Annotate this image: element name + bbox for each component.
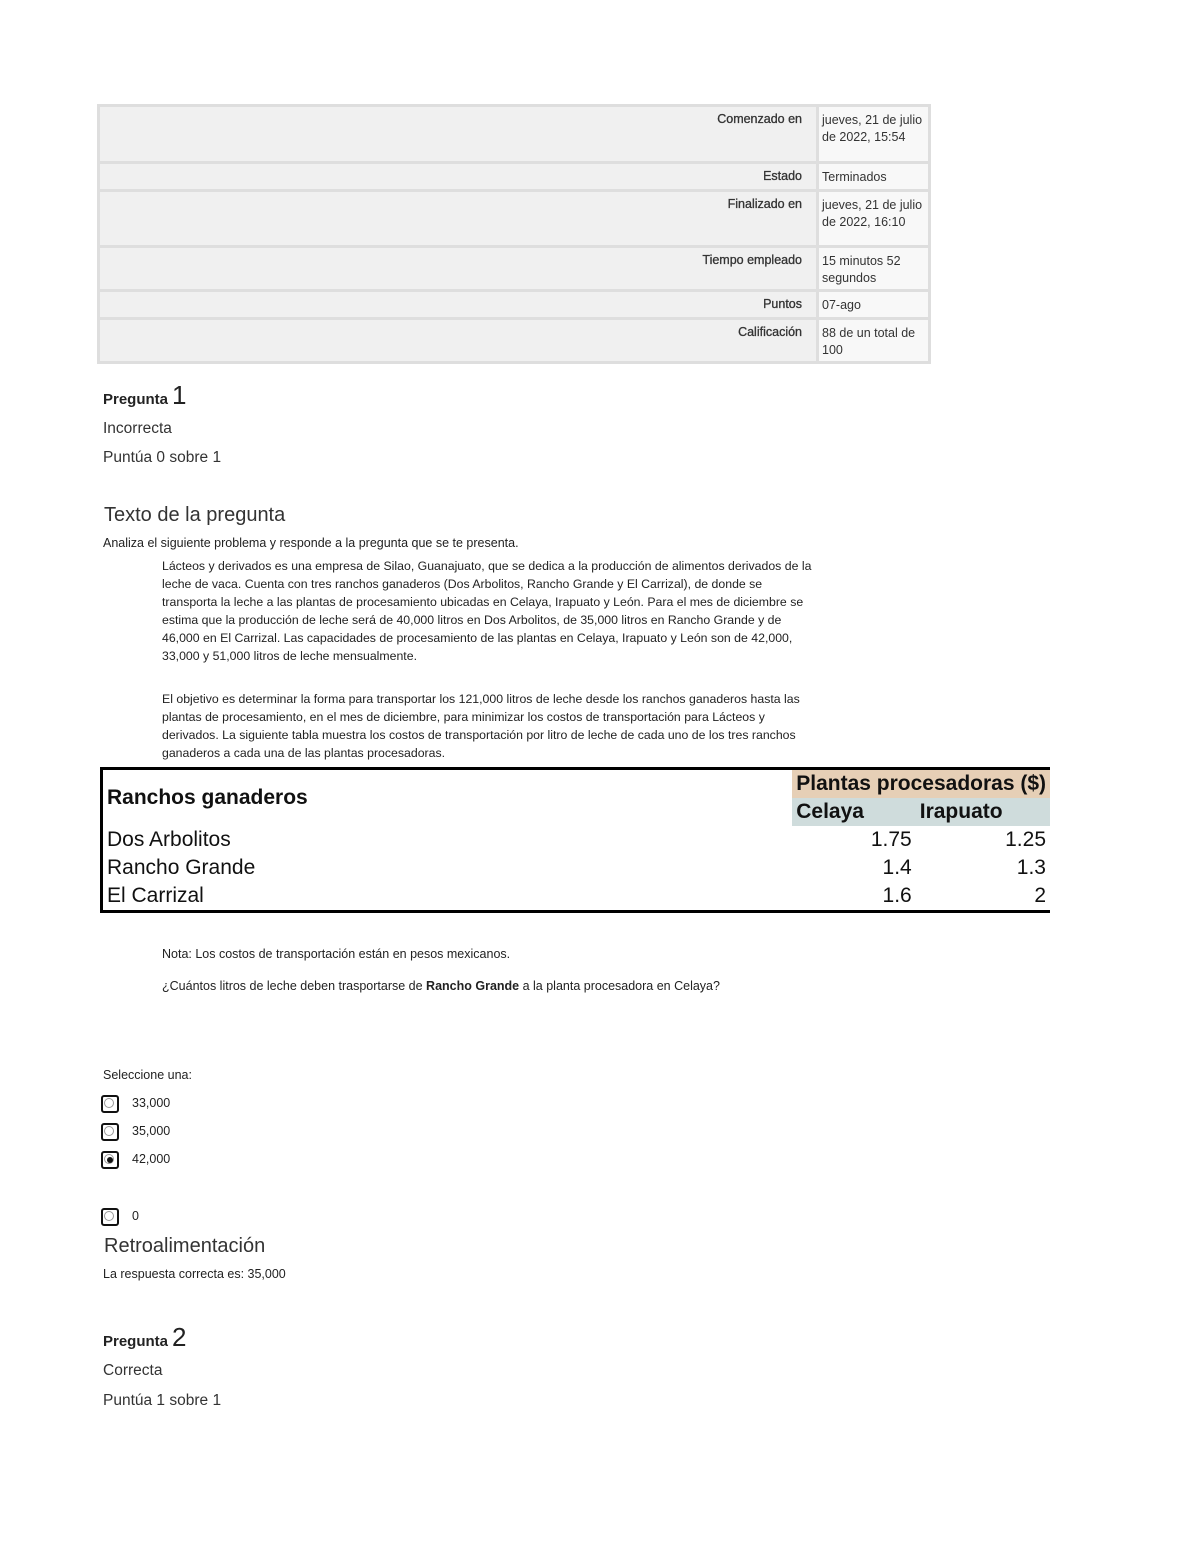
question-status: Incorrecta bbox=[103, 420, 172, 437]
question-prompt bbox=[162, 979, 720, 993]
table-cell: 1.4 bbox=[882, 856, 912, 879]
table-row-name: El Carrizal bbox=[102, 882, 793, 912]
summary-label: Calificación bbox=[100, 320, 816, 361]
problem-paragraph-2: El objetivo es determinar la forma para transportar los 121,000 litros de leche desde los ranchos ganaderos hasta las plantas de procesamiento, en el mes de diciembre, para minimizar los costos de transportación para Lácteos y derivados. La siguiente tabla muestra los costos de transportación por litro de leche de cada uno de los tres ranchos ganaderos a cada una de las plantas procesadoras. bbox=[162, 692, 800, 760]
table-cell: 1.6 bbox=[792, 882, 916, 912]
question-label: Pregunta bbox=[103, 1333, 169, 1350]
select-one-label: Seleccione una: bbox=[103, 1068, 192, 1082]
feedback-title: Retroalimentación bbox=[104, 1235, 266, 1257]
radio-option-35000[interactable] bbox=[101, 1123, 119, 1141]
summary-value: jueves, 21 de julio de 2022, 16:10 bbox=[819, 192, 928, 245]
summary-value: jueves, 21 de julio de 2022, 15:54 bbox=[819, 107, 928, 161]
table-row-name: Dos Arbolitos bbox=[102, 826, 793, 854]
summary-label: Comenzado en bbox=[100, 107, 816, 161]
summary-row-grade bbox=[100, 320, 928, 361]
radio-option-0[interactable] bbox=[101, 1208, 119, 1226]
option-label: 0 bbox=[132, 1209, 139, 1223]
question-1-header bbox=[103, 380, 186, 411]
option-label: 42,000 bbox=[132, 1152, 171, 1166]
summary-value: 88 de un total de 100 bbox=[819, 320, 928, 361]
question-prompt-end: a la planta procesadora en Celaya? bbox=[519, 979, 720, 993]
cost-note: Nota: Los costos de transportación están en pesos mexicanos. bbox=[162, 947, 511, 961]
table-row-header: Ranchos ganaderos bbox=[102, 769, 793, 827]
question-score: Puntúa 1 sobre 1 bbox=[103, 1392, 222, 1409]
attempt-summary-table bbox=[97, 104, 931, 364]
table-column-header: Irapuato bbox=[916, 798, 1050, 826]
table-cell: 2 bbox=[916, 882, 1050, 912]
question-number: 2 bbox=[172, 1322, 187, 1352]
question-intro: Analiza el siguiente problema y responde a la pregunta que se te presenta. bbox=[103, 536, 519, 550]
table-group-header: Plantas procesadoras ($) bbox=[792, 769, 1050, 799]
option-label: 35,000 bbox=[132, 1124, 171, 1138]
question-2-header bbox=[103, 1322, 186, 1353]
question-number: 1 bbox=[172, 380, 187, 410]
summary-row-state bbox=[100, 164, 928, 189]
summary-value: 07-ago bbox=[819, 292, 928, 317]
summary-row-time bbox=[100, 248, 928, 289]
summary-label: Puntos bbox=[100, 292, 816, 317]
table-row bbox=[102, 854, 1051, 882]
table-cell: 1.3 bbox=[1016, 856, 1046, 879]
problem-paragraph-1: Lácteos y derivados es una empresa de Silao, Guanajuato, que se dedica a la producción de alimentos derivados de la leche de vaca. Cuenta con tres ranchos ganaderos (Dos Arbolitos, Rancho Grande y El Carrizal), de donde se transporta la leche a las plantas de procesamiento ubicadas en Celaya, Irapuato y León. Para el mes de diciembre se estima que la producción de leche será de 40,000 litros en Dos Arbolitos, de 35,000 litros en Rancho Grande y de 46,000 en El Carrizal. Las capacidades de procesamiento de las plantas en Celaya, Irapuato y León son de 42,000, 33,000 y 51,000 litros de leche mensualmente. bbox=[162, 559, 812, 663]
table-row-name: Rancho Grande bbox=[102, 854, 793, 882]
question-status: Correcta bbox=[103, 1362, 163, 1379]
summary-value: Terminados bbox=[819, 164, 928, 189]
question-prompt-highlight: Rancho Grande bbox=[426, 979, 520, 993]
summary-label: Finalizado en bbox=[100, 192, 816, 245]
question-prompt-start: ¿Cuántos litros de leche deben trasportarse de bbox=[162, 979, 427, 993]
summary-row-started bbox=[100, 107, 928, 161]
table-cell: 1.75 bbox=[870, 828, 912, 851]
summary-label: Estado bbox=[100, 164, 816, 189]
summary-row-points bbox=[100, 292, 928, 317]
question-label: Pregunta bbox=[103, 391, 169, 408]
summary-row-finished bbox=[100, 192, 928, 245]
radio-option-42000-selected[interactable] bbox=[101, 1151, 119, 1169]
option-label: 33,000 bbox=[132, 1096, 171, 1110]
table-row bbox=[102, 882, 1051, 912]
summary-value: 15 minutos 52 segundos bbox=[819, 248, 928, 289]
feedback-text: La respuesta correcta es: 35,000 bbox=[103, 1267, 286, 1281]
question-text-title: Texto de la pregunta bbox=[104, 504, 286, 526]
radio-option-33000[interactable] bbox=[101, 1095, 119, 1113]
question-score: Puntúa 0 sobre 1 bbox=[103, 449, 222, 466]
transport-cost-table bbox=[100, 767, 1050, 913]
table-cell: 1.25 bbox=[1005, 828, 1046, 851]
summary-label: Tiempo empleado bbox=[100, 248, 816, 289]
table-row bbox=[102, 826, 1051, 854]
table-column-header: Celaya bbox=[792, 798, 916, 826]
